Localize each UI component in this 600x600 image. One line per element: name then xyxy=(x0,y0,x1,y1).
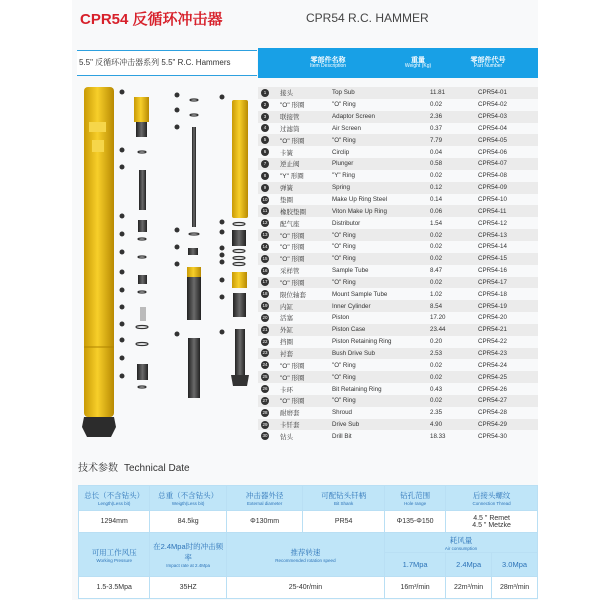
item-name-en: Drive Sub xyxy=(332,421,360,429)
item-weight: 2.36 xyxy=(430,113,443,121)
part-number-badge: 30 xyxy=(262,433,268,439)
item-weight: 0.04 xyxy=(430,148,443,156)
parts-header-band xyxy=(77,48,537,78)
part-number-badge: 14 xyxy=(262,243,268,249)
part-28-shroud-icon xyxy=(232,272,247,288)
part-code: CPR54-27 xyxy=(478,397,507,405)
part-code: CPR54-24 xyxy=(478,361,507,369)
spec-air-3: 28m³/min xyxy=(492,577,538,599)
spec-header-impact: 在2.4Mpa时的冲击频率 Impact rate at 2.4Mpa xyxy=(150,533,227,577)
part-code: CPR54-14 xyxy=(478,243,507,251)
part-number-badge: 20 xyxy=(262,314,268,320)
item-weight: 0.02 xyxy=(430,243,443,251)
table-row xyxy=(258,430,538,442)
part-number-badge: 22 xyxy=(262,338,268,344)
part-code: CPR54-25 xyxy=(478,373,507,381)
item-name-zh: "O" 形圈 xyxy=(280,374,305,382)
item-weight: 0.14 xyxy=(430,196,443,204)
item-name-zh: 衬套 xyxy=(280,350,293,358)
item-name-en: "O" Ring xyxy=(332,373,356,381)
spec-hole-range: Φ135-Φ150 xyxy=(384,511,445,533)
item-name-zh: 挡圈 xyxy=(280,339,293,347)
item-name-zh: 过滤筒 xyxy=(280,125,300,133)
air-pressure-2: 2.4Mpa xyxy=(446,553,492,577)
part-number-badge: 8 xyxy=(261,172,269,180)
table-row xyxy=(258,158,538,170)
table-row xyxy=(258,300,538,312)
part-code: CPR54-13 xyxy=(478,231,507,239)
item-weight: 7.79 xyxy=(430,136,443,144)
part-number-badge: 1 xyxy=(261,89,269,97)
part-code: CPR54-19 xyxy=(478,302,507,310)
table-row xyxy=(258,99,538,111)
item-weight: 8.47 xyxy=(430,267,443,275)
part-number-badge: 26 xyxy=(262,386,268,392)
item-weight: 0.58 xyxy=(430,160,443,168)
part-number-badge: 21 xyxy=(262,326,268,332)
item-name-zh: "O" 形圈 xyxy=(280,256,305,264)
part-20-piston-icon xyxy=(188,338,200,398)
item-name-en: Inner Cylinder xyxy=(332,302,371,310)
item-name-zh: 外缸 xyxy=(280,327,293,335)
spec-header-rotation: 推荐转速 Recommended rotation speed xyxy=(226,533,384,577)
item-name-en: Mount Sample Tube xyxy=(332,290,388,298)
part-code: CPR54-20 xyxy=(478,314,507,322)
technical-spec-table xyxy=(78,485,538,599)
item-weight: 23.44 xyxy=(430,326,446,334)
part-21-piston-case-icon xyxy=(232,100,248,218)
part-code: CPR54-06 xyxy=(478,148,507,156)
item-weight: 0.02 xyxy=(430,172,443,180)
item-name-zh: "O" 形圈 xyxy=(280,244,305,252)
air-pressure-1: 1.7Mpa xyxy=(384,553,445,577)
model-title-zh: CPR54 反循环冲击器 xyxy=(80,11,223,28)
item-weight: 0.02 xyxy=(430,373,443,381)
part-number-badge: 10 xyxy=(262,196,268,202)
part-code: CPR54-17 xyxy=(478,278,507,286)
item-weight: 18.33 xyxy=(430,432,446,440)
part-code: CPR54-30 xyxy=(478,432,507,440)
table-row xyxy=(258,359,538,371)
part-number-badge: 11 xyxy=(262,208,268,214)
part-number-badge: 9 xyxy=(261,184,269,192)
table-row xyxy=(258,123,538,135)
item-weight: 0.37 xyxy=(430,124,443,132)
spec-header-length: 总长（不含钻头） Length(Less bit) xyxy=(79,486,150,511)
series-label: 5.5" 反循环冲击器系列 5.5" R.C. Hammers xyxy=(77,50,257,76)
part-16-sample-tube-icon xyxy=(192,127,196,227)
spec-thread: 4.5 " Remet 4.5 " Metzke xyxy=(446,511,538,533)
item-name-en: "Y" Ring xyxy=(332,172,355,180)
item-name-en: "O" Ring xyxy=(332,255,356,263)
item-name-zh: "O" 形圈 xyxy=(280,398,305,406)
item-weight: 0.02 xyxy=(430,255,443,263)
part-code: CPR54-12 xyxy=(478,219,507,227)
part-number-badge: 29 xyxy=(262,421,268,427)
table-row xyxy=(258,419,538,431)
item-weight: 1.02 xyxy=(430,290,443,298)
part-code: CPR54-21 xyxy=(478,326,507,334)
table-row xyxy=(258,265,538,277)
item-name-zh: 配气座 xyxy=(280,220,300,228)
table-row xyxy=(258,253,538,265)
table-row xyxy=(258,371,538,383)
part-code: CPR54-18 xyxy=(478,290,507,298)
item-name-zh: 联接管 xyxy=(280,114,300,122)
part-number-badge: 2 xyxy=(261,101,269,109)
item-weight: 0.02 xyxy=(430,361,443,369)
spec-header-pressure: 可用工作风压 Working Pressure xyxy=(79,533,150,577)
spec-header-hole-range: 钻孔范围 Hole range xyxy=(384,486,445,511)
item-name-en: Shroud xyxy=(332,409,352,417)
item-name-en: Piston Case xyxy=(332,326,366,334)
part-number-badge: 19 xyxy=(262,303,268,309)
item-weight: 0.02 xyxy=(430,231,443,239)
item-name-en: Viton Make Up Ring xyxy=(332,207,387,215)
table-row xyxy=(258,383,538,395)
part-number-badge: 24 xyxy=(262,362,268,368)
parts-table xyxy=(258,87,538,442)
part-number-badge: 6 xyxy=(261,148,269,156)
table-row xyxy=(258,277,538,289)
spec-air-1: 16m³/min xyxy=(384,577,445,599)
item-weight: 2.53 xyxy=(430,349,443,357)
item-name-en: Bit Retaining Ring xyxy=(332,385,382,393)
item-name-zh: 接头 xyxy=(280,90,293,98)
spec-length: 1294mm xyxy=(79,511,150,533)
item-name-en: Make Up Ring Steel xyxy=(332,196,388,204)
item-name-en: Piston Retaining Ring xyxy=(332,338,392,346)
item-name-zh: 弹簧 xyxy=(280,185,293,193)
item-name-zh: "O" 形圈 xyxy=(280,362,305,370)
header-weight: 重量 Weight (Kg) xyxy=(404,56,432,70)
table-row xyxy=(258,111,538,123)
spec-impact: 35HZ xyxy=(150,577,227,599)
part-code: CPR54-08 xyxy=(478,172,507,180)
part-code: CPR54-29 xyxy=(478,421,507,429)
model-title-en: CPR54 R.C. HAMMER xyxy=(306,11,429,25)
table-row xyxy=(258,395,538,407)
part-number-badge: 28 xyxy=(262,409,268,415)
item-name-en: Plunger xyxy=(332,160,354,168)
part-30-drill-bit-icon xyxy=(231,329,249,386)
table-row xyxy=(258,312,538,324)
table-row xyxy=(258,146,538,158)
item-name-en: Sample Tube xyxy=(332,267,369,275)
part-code: CPR54-07 xyxy=(478,160,507,168)
item-name-zh: 垫圈 xyxy=(280,197,293,205)
item-weight: 4.90 xyxy=(430,421,443,429)
item-name-en: "O" Ring xyxy=(332,231,356,239)
item-weight: 17.20 xyxy=(430,314,446,322)
item-weight: 11.81 xyxy=(430,89,446,97)
part-code: CPR54-10 xyxy=(478,196,507,204)
item-name-en: Top Sub xyxy=(332,89,355,97)
spec-header-diameter: 冲击器外径 External diameter xyxy=(226,486,303,511)
item-weight: 0.43 xyxy=(430,385,443,393)
part-number-badge: 16 xyxy=(262,267,268,273)
spec-header-weight: 总重（不含钻头） Weigth(Less bit) xyxy=(150,486,227,511)
spec-diameter: Φ130mm xyxy=(226,511,303,533)
item-name-zh: 卡钎套 xyxy=(280,422,300,430)
parts-table-header xyxy=(258,48,538,78)
part-number-badge: 3 xyxy=(261,113,269,121)
part-3-adaptor-screen-icon xyxy=(139,170,146,210)
spec-weight: 84.5kg xyxy=(150,511,227,533)
part-code: CPR54-26 xyxy=(478,385,507,393)
spec-header-thread: 后接头螺纹 Connection Thread xyxy=(446,486,538,511)
item-name-zh: 限位轴套 xyxy=(280,291,306,299)
part-code: CPR54-15 xyxy=(478,255,507,263)
item-name-en: Spring xyxy=(332,184,350,192)
table-row xyxy=(258,217,538,229)
item-name-en: Air Screen xyxy=(332,124,361,132)
item-name-zh: "Y" 形圈 xyxy=(280,173,304,181)
item-name-en: Adaptor Screen xyxy=(332,113,375,121)
part-number-badge: 17 xyxy=(262,279,268,285)
item-weight: 0.02 xyxy=(430,101,443,109)
item-name-zh: "O" 形圈 xyxy=(280,232,305,240)
part-number-badge: 25 xyxy=(262,374,268,380)
item-name-zh: "O" 形圈 xyxy=(280,279,305,287)
spec-header-air: 耗风量 Air consumption xyxy=(384,533,537,553)
item-name-en: "O" Ring xyxy=(332,243,356,251)
part-1-top-sub-icon xyxy=(134,97,149,137)
table-row xyxy=(258,182,538,194)
item-name-zh: 活塞 xyxy=(280,315,293,323)
item-name-en: Distributor xyxy=(332,219,361,227)
item-name-en: Circlip xyxy=(332,148,350,156)
item-name-zh: 内缸 xyxy=(280,303,293,311)
table-row xyxy=(258,205,538,217)
part-code: CPR54-03 xyxy=(478,113,507,121)
part-29-drive-sub-icon xyxy=(233,293,246,317)
item-weight: 0.12 xyxy=(430,184,443,192)
part-7-plunger-icon xyxy=(138,275,147,284)
part-19-inner-cylinder-icon xyxy=(187,267,201,320)
item-name-en: "O" Ring xyxy=(332,361,356,369)
spec-pressure: 1.5-3.5Mpa xyxy=(79,577,150,599)
spec-air-2: 22m³/min xyxy=(446,577,492,599)
air-pressure-3: 3.0Mpa xyxy=(492,553,538,577)
table-row xyxy=(258,134,538,146)
title-row xyxy=(80,4,540,32)
item-name-zh: 卡簧 xyxy=(280,149,293,157)
part-4-air-screen-icon xyxy=(138,220,147,232)
table-row xyxy=(258,241,538,253)
item-name-zh: "O" 形圈 xyxy=(280,137,305,145)
tech-section-title: 技术参数 Technical Date xyxy=(78,463,190,474)
part-code: CPR54-28 xyxy=(478,409,507,417)
item-weight: 1.54 xyxy=(430,219,443,227)
part-code: CPR54-16 xyxy=(478,267,507,275)
part-code: CPR54-01 xyxy=(478,89,507,97)
item-name-zh: 卡环 xyxy=(280,386,293,394)
item-name-en: Bush Drive Sub xyxy=(332,349,375,357)
part-number-badge: 15 xyxy=(262,255,268,261)
hammer-exploded-diagram xyxy=(72,82,258,452)
table-row xyxy=(258,229,538,241)
part-number-badge: 12 xyxy=(262,220,268,226)
assembled-hammer-icon xyxy=(82,87,116,437)
header-part-number: 零部件代号 Part Number xyxy=(470,56,506,70)
spec-header-bit-shank: 可配钻头钎柄 Bit Shank xyxy=(303,486,385,511)
item-name-zh: 采样管 xyxy=(280,268,300,276)
part-number-badge: 27 xyxy=(262,397,268,403)
table-row xyxy=(258,170,538,182)
item-name-zh: "O" 形圈 xyxy=(280,102,305,110)
item-name-zh: 橡胶垫圈 xyxy=(280,208,306,216)
part-code: CPR54-22 xyxy=(478,338,507,346)
item-name-zh: 钻头 xyxy=(280,433,293,441)
part-23-bush-icon xyxy=(232,230,246,246)
part-number-badge: 23 xyxy=(262,350,268,356)
part-number-badge: 4 xyxy=(261,124,269,132)
part-code: CPR54-09 xyxy=(478,184,507,192)
item-weight: 0.02 xyxy=(430,397,443,405)
part-12-distributor-icon xyxy=(137,364,148,380)
table-row xyxy=(258,324,538,336)
part-number-badge: 18 xyxy=(262,291,268,297)
item-name-en: "O" Ring xyxy=(332,397,356,405)
item-name-en: Piston xyxy=(332,314,350,322)
table-row xyxy=(258,407,538,419)
item-name-en: Drill Bit xyxy=(332,432,352,440)
part-code: CPR54-05 xyxy=(478,136,507,144)
part-code: CPR54-11 xyxy=(478,207,507,215)
table-row xyxy=(258,348,538,360)
spec-bit-shank: PR54 xyxy=(303,511,385,533)
part-18-mount-icon xyxy=(188,248,198,255)
part-number-badge: 7 xyxy=(261,160,269,168)
item-weight: 0.20 xyxy=(430,338,443,346)
spec-rotation: 25-40r/min xyxy=(226,577,384,599)
table-row xyxy=(258,194,538,206)
table-row xyxy=(258,288,538,300)
item-name-en: "O" Ring xyxy=(332,136,356,144)
table-row xyxy=(258,87,538,99)
part-code: CPR54-23 xyxy=(478,349,507,357)
part-number-badge: 5 xyxy=(261,136,269,144)
item-name-zh: 耐磨套 xyxy=(280,410,300,418)
table-row xyxy=(258,336,538,348)
item-weight: 0.06 xyxy=(430,207,443,215)
part-code: CPR54-02 xyxy=(478,101,507,109)
item-name-en: "O" Ring xyxy=(332,101,356,109)
part-code: CPR54-04 xyxy=(478,124,507,132)
part-9-spring-icon xyxy=(140,307,146,321)
part-number-badge: 13 xyxy=(262,232,268,238)
header-item-description: 零部件名称 Item Description xyxy=(309,56,347,70)
item-weight: 0.02 xyxy=(430,278,443,286)
item-weight: 8.54 xyxy=(430,302,443,310)
item-name-en: "O" Ring xyxy=(332,278,356,286)
item-name-zh: 逆止阀 xyxy=(280,161,300,169)
item-weight: 2.35 xyxy=(430,409,443,417)
